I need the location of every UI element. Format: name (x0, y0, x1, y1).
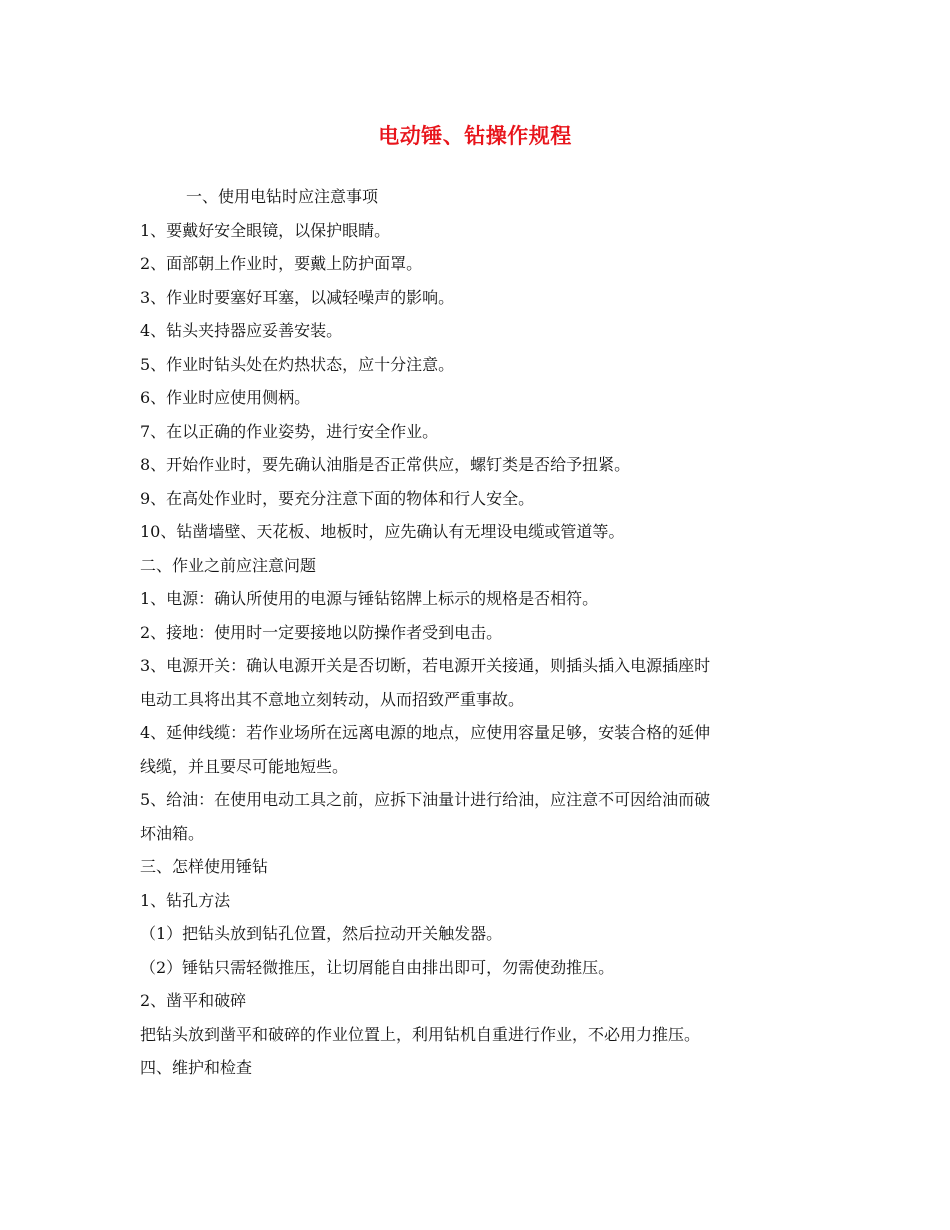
paragraph-line: 线缆，并且要尽可能地短些。 (140, 756, 349, 776)
paragraph-line: 坏油箱。 (140, 823, 205, 843)
section-heading-1: 一、使用电钻时应注意事项 (186, 187, 379, 206)
paragraph-line: 2、面部朝上作业时，要戴上防护面罩。 (140, 254, 423, 273)
paragraph-line: 把钻头放到凿平和破碎的作业位置上，利用钻机自重进行作业，不必用力推压。 (140, 1024, 701, 1044)
document-body (140, 180, 820, 1085)
paragraph-line: 电动工具将出其不意地立刻转动，从而招致严重事故。 (140, 689, 525, 709)
paragraph-line: 2、凿平和破碎 (140, 991, 247, 1010)
paragraph-line: 8、开始作业时，要先确认油脂是否正常供应，螺钉类是否给予扭紧。 (140, 455, 631, 474)
paragraph-line: 4、钻头夹持器应妥善安装。 (140, 321, 343, 340)
paragraph-line: 10、钻凿墙壁、天花板、地板时，应先确认有无埋设电缆或管道等。 (140, 522, 625, 541)
paragraph-line: 5、给油：在使用电动工具之前，应拆下油量计进行给油，应注意不可因给油而破 (140, 790, 711, 809)
paragraph-line: 1、要戴好安全眼镜，以保护眼睛。 (140, 220, 391, 240)
section-heading-4: 四、维护和检查 (140, 1058, 253, 1077)
paragraph-line: 4、延伸线缆：若作业场所在远离电源的地点，应使用容量足够，安装合格的延伸 (140, 723, 711, 742)
paragraph-line: 5、作业时钻头处在灼热状态，应十分注意。 (140, 354, 455, 374)
paragraph-line: （2）锤钻只需轻微推压，让切屑能自由排出即可，勿需使劲推压。 (140, 957, 615, 977)
document-title: 电动锤、钻操作规程 (378, 123, 572, 148)
section-heading-3: 三、怎样使用锤钻 (140, 857, 269, 876)
paragraph-line: 9、在高处作业时，要充分注意下面的物体和行人安全。 (140, 488, 535, 508)
paragraph-line: 1、钻孔方法 (140, 890, 231, 910)
paragraph-line: 2、接地：使用时一定要接地以防操作者受到电击。 (140, 622, 503, 642)
paragraph-line: （1）把钻头放到钻孔位置，然后拉动开关触发器。 (140, 924, 503, 943)
paragraph-line: 6、作业时应使用侧柄。 (140, 388, 311, 407)
paragraph-line: 7、在以正确的作业姿势，进行安全作业。 (140, 421, 439, 441)
section-heading-2: 二、作业之前应注意问题 (140, 555, 317, 575)
paragraph-line: 3、作业时要塞好耳塞，以减轻噪声的影响。 (140, 287, 455, 307)
paragraph-line: 3、电源开关：确认电源开关是否切断，若电源开关接通，则插头插入电源插座时 (140, 656, 711, 675)
paragraph-line: 1、电源：确认所使用的电源与锤钻铭牌上标示的规格是否相符。 (140, 589, 599, 608)
